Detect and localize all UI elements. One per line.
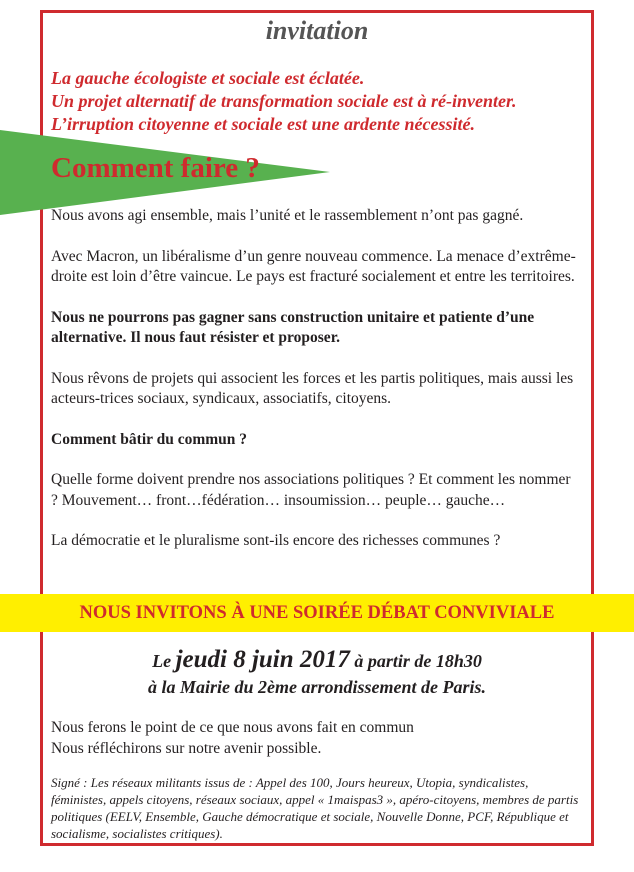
closing-text [51,717,581,759]
section-heading: Comment faire ? [51,152,260,184]
page-title: invitation [265,16,369,45]
invitation-banner-text: NOUS INVITONS À UNE SOIRÉE DÉBAT CONVIVIALE [79,603,555,623]
signatories: Signé : Les réseaux militants issus de : Appel des 100, Jours heureux, Utopia, syndicalistes, féministes, appels citoyens, réseaux sociaux, appel « 1maispas3 », apéro-citoyens, membres de partis politiques (EELV, Ensemble, Gauche démocratique et sociale, Nouvelle Donne, PCF, République et socialisme, socialistes critiques). [51,775,579,841]
closing-line: Nous ferons le point de ce que nous avons fait en commun [51,719,414,736]
paragraph: Quelle forme doivent prendre nos associations politiques ? Et comment les nommer ? Mouvement… front…fédération… insoumission… peuple… gauche… [51,471,571,509]
slogan-line: L’irruption citoyenne et sociale est une ardente nécessité. [51,114,475,134]
paragraph: La démocratie et le pluralisme sont-ils encore des richesses communes ? [51,532,501,549]
paragraph-bold: Nous ne pourrons pas gagner sans construction unitaire et patiente d’une alternative. Il nous faut résister et proposer. [51,308,535,346]
paragraph: Nous rêvons de projets qui associent les forces et les partis politiques, mais aussi les acteurs-trices sociaux, syndicaux, associatifs, citoyens. [51,369,574,407]
body-text [51,206,581,572]
event-prefix: Le [152,651,172,671]
event-date-line [40,646,594,674]
closing-line: Nous réfléchirons sur notre avenir possible. [51,740,322,757]
event-time: à partir de 18h30 [354,651,482,671]
slogans [51,67,596,136]
paragraph: Nous avons agi ensemble, mais l’unité et le rassemblement n’ont pas gagné. [51,207,524,224]
event-date: jeudi 8 juin 2017 [175,646,350,673]
slogan-line: La gauche écologiste et sociale est éclatée. [51,68,365,88]
event-place: à la Mairie du 2ème arrondissement de Paris. [147,677,486,697]
paragraph: Avec Macron, un libéralisme d’un genre nouveau commence. La menace d’extrême-droite est loin d’être vaincue. Le pays est fracturé socialement et entre les territoires. [51,247,576,285]
paragraph-question: Comment bâtir du commun ? [51,430,248,448]
slogan-line: Un projet alternatif de transformation sociale est à ré-inventer. [51,91,517,111]
